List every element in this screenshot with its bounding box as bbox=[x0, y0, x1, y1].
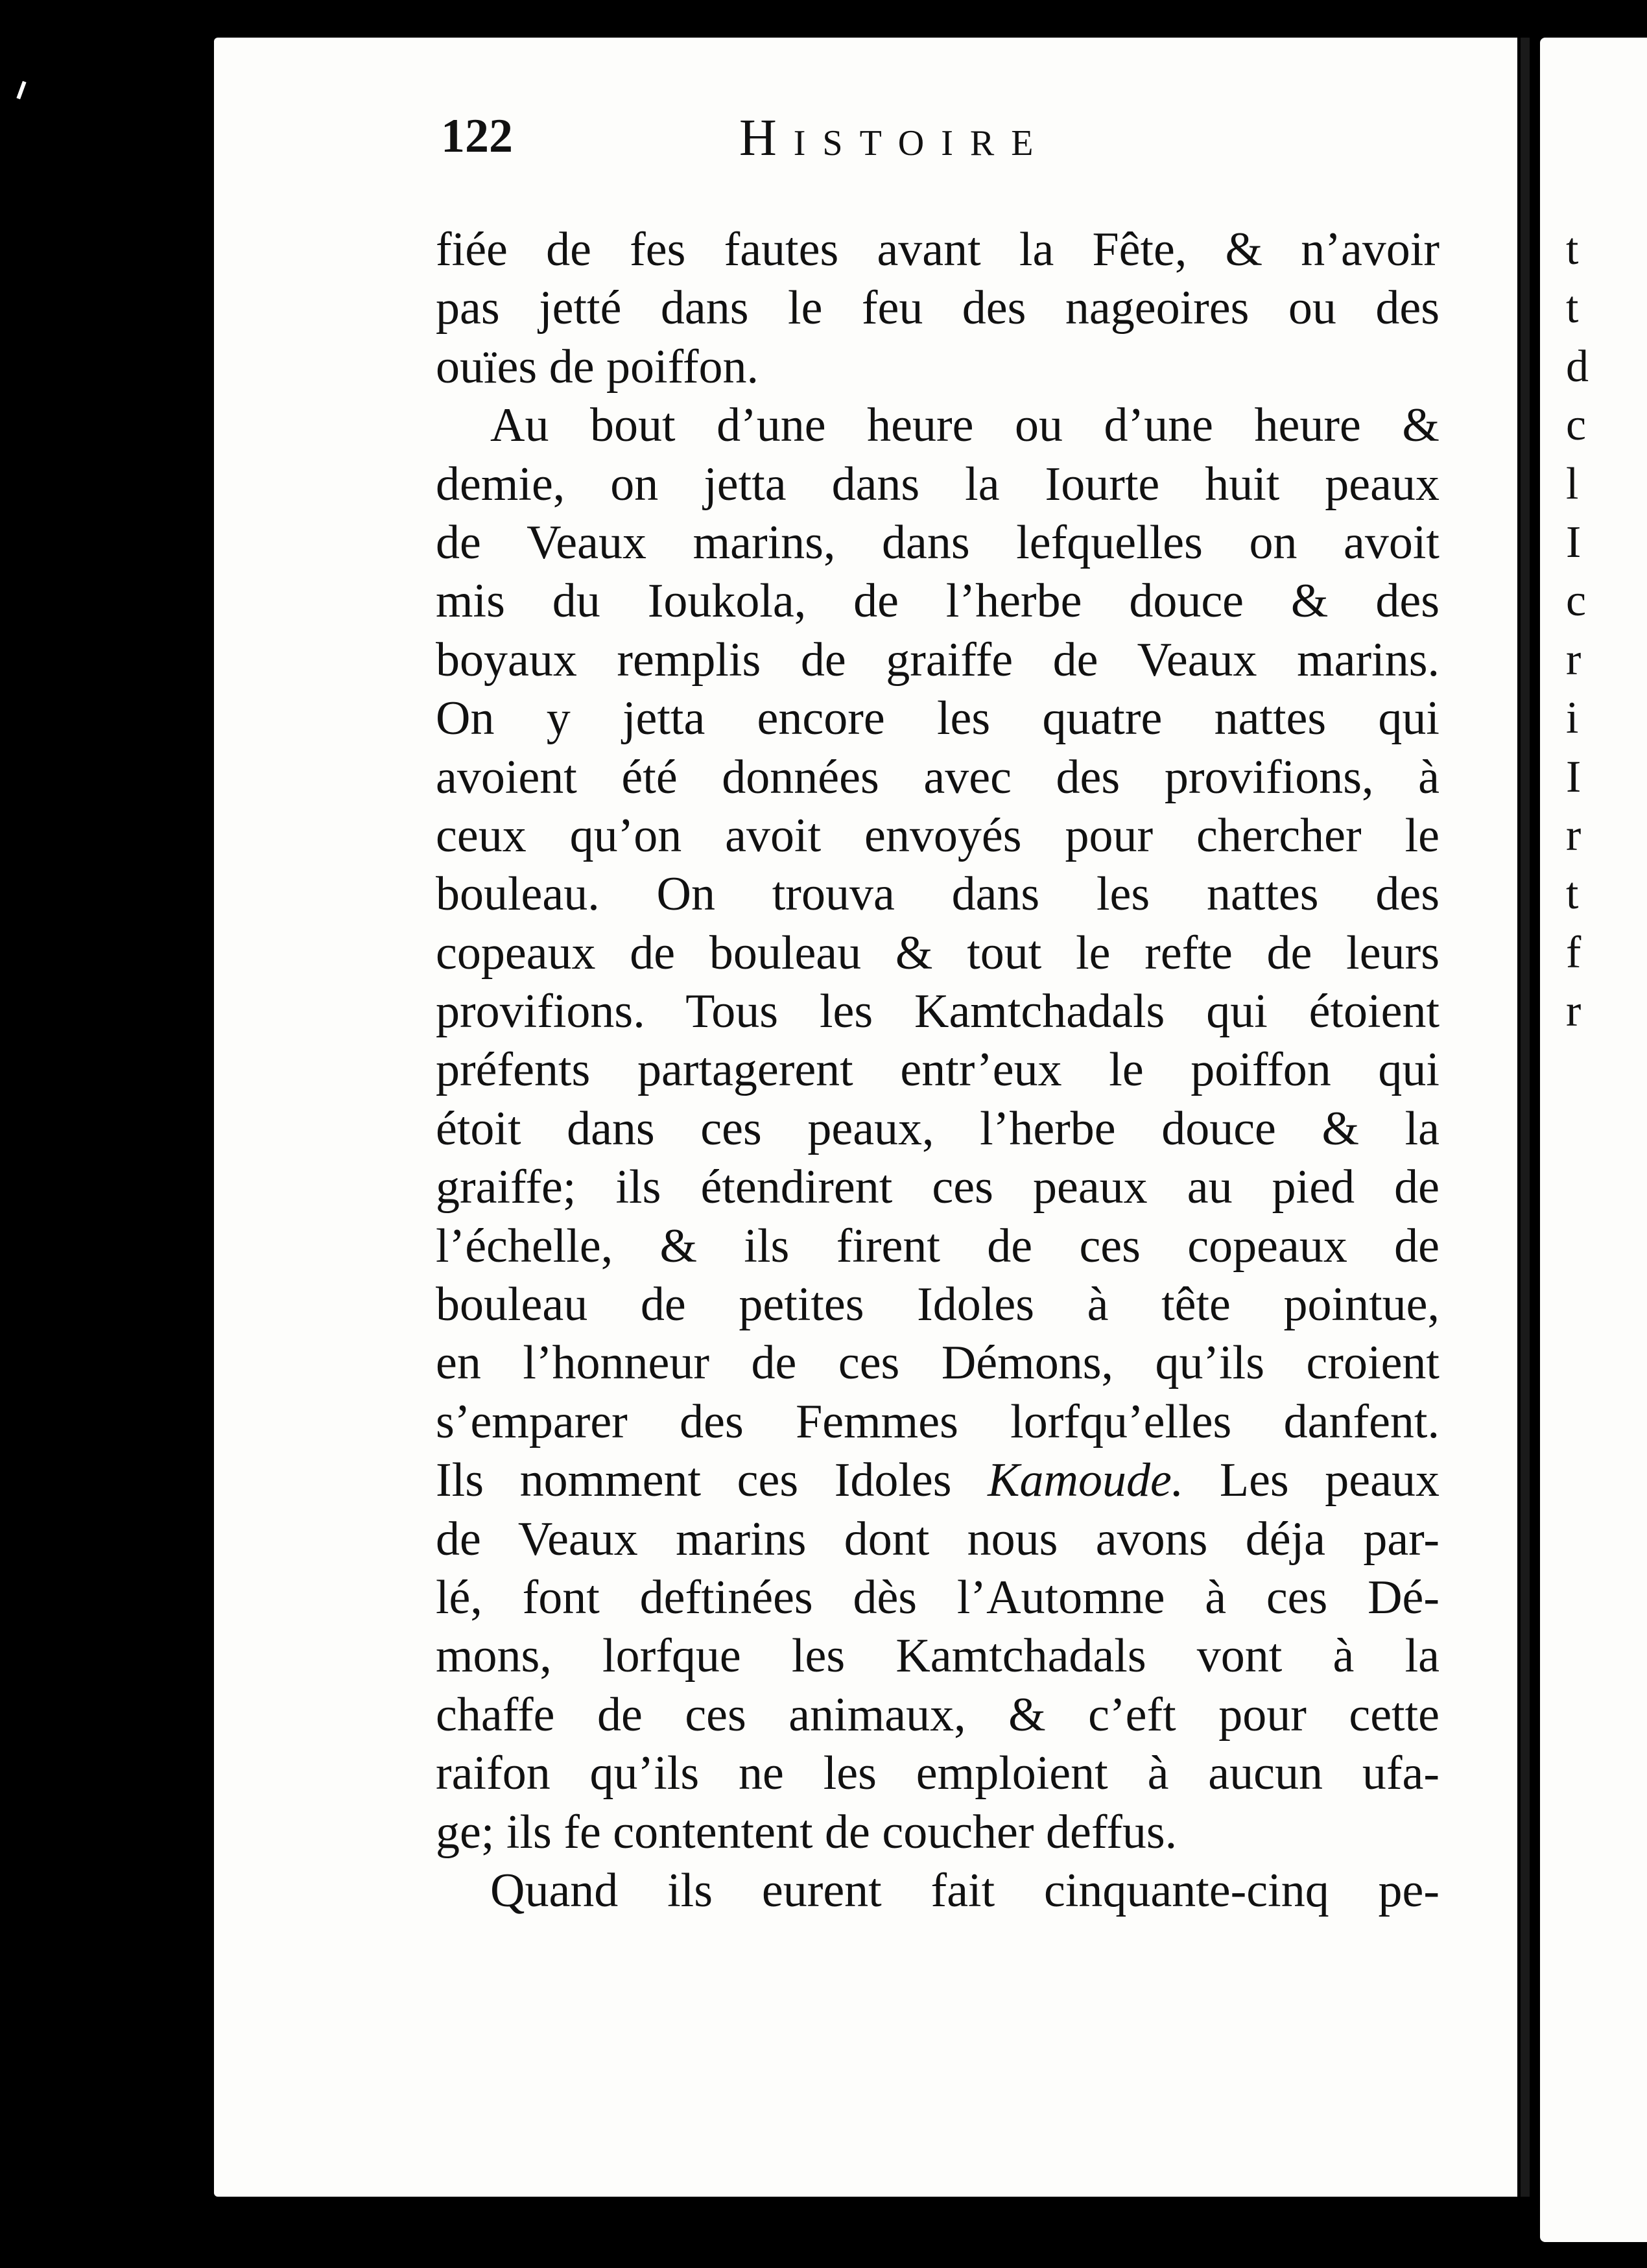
text-line-content: Au bout d’une heure ou d’une heure & bbox=[490, 399, 1440, 453]
text-line-content: avoient été données avec des provifions, à bbox=[436, 750, 1440, 804]
text-line bbox=[436, 982, 1440, 1041]
text-line-content: bouleau de petites Idoles à tête pointue, bbox=[436, 1278, 1440, 1332]
text-line bbox=[436, 1217, 1440, 1275]
text-line-content: demie, on jetta dans la Iourte huit peaux bbox=[436, 457, 1440, 511]
text-line bbox=[436, 865, 1440, 923]
italic-term: Kamoude. bbox=[988, 1454, 1184, 1507]
facing-letter: d bbox=[1566, 341, 1589, 392]
text-line-content: s’emparer des Femmes lorfqu’elles danfent. bbox=[436, 1395, 1440, 1448]
text-line bbox=[436, 572, 1440, 630]
text-line bbox=[436, 1686, 1440, 1744]
text-line-content: Quand ils eurent fait cinquante-cinq pe- bbox=[490, 1863, 1440, 1917]
text-line bbox=[436, 338, 1440, 396]
facing-letter: r bbox=[1566, 810, 1582, 860]
facing-letter: r bbox=[1566, 634, 1582, 685]
page-number: 122 bbox=[441, 110, 513, 163]
facing-letter: t bbox=[1566, 283, 1579, 333]
text-line bbox=[436, 1803, 1440, 1861]
facing-letter: c bbox=[1566, 576, 1587, 626]
page-header bbox=[441, 109, 1452, 174]
text-line bbox=[436, 1568, 1440, 1627]
text-line bbox=[436, 396, 1440, 455]
text-line-tail: Les peaux bbox=[1183, 1454, 1440, 1507]
text-line-content: copeaux de bouleau & tout le refte de leurs bbox=[436, 926, 1440, 980]
facing-letter: r bbox=[1566, 986, 1582, 1037]
text-line-content: boyaux remplis de graiffe de Veaux marins. bbox=[436, 633, 1440, 687]
facing-letter: l bbox=[1566, 458, 1579, 509]
facing-letter: c bbox=[1566, 400, 1587, 451]
text-line bbox=[436, 1744, 1440, 1802]
text-line-content: provifions. Tous les Kamtchadals qui étoient bbox=[436, 985, 1440, 1039]
text-line-content: ge; ils fe contentent de coucher deffus. bbox=[436, 1805, 1178, 1859]
facing-letter: t bbox=[1566, 224, 1579, 274]
text-line-content: raifon qu’ils ne les emploient à aucun ufa- bbox=[436, 1747, 1440, 1801]
text-line-content: lé, font deftinées dès l’Automne à ces Dé- bbox=[436, 1570, 1440, 1624]
text-line-content: fiée de fes fautes avant la Fête, & n’avoir bbox=[436, 223, 1440, 276]
text-line-content: en l’honneur de ces Démons, qu’ils croient bbox=[436, 1336, 1440, 1390]
text-line bbox=[436, 279, 1440, 337]
text-line bbox=[436, 1275, 1440, 1334]
text-line-content: mis du Ioukola, de l’herbe douce & des bbox=[436, 574, 1440, 628]
text-line-content: l’échelle, & ils firent de ces copeaux de bbox=[436, 1219, 1440, 1273]
text-line bbox=[436, 689, 1440, 748]
text-line bbox=[436, 1393, 1440, 1451]
text-line bbox=[436, 1334, 1440, 1392]
text-line bbox=[436, 1451, 1440, 1509]
text-line bbox=[436, 1627, 1440, 1685]
text-line bbox=[436, 1041, 1440, 1099]
text-line-content: ouïes de poiffon. bbox=[436, 340, 759, 394]
text-line-content: étoit dans ces peaux, l’herbe douce & la bbox=[436, 1102, 1440, 1155]
text-line bbox=[436, 631, 1440, 689]
scan-mark bbox=[16, 81, 26, 99]
book-gutter bbox=[1521, 38, 1530, 2197]
facing-letter: I bbox=[1566, 517, 1582, 567]
text-line-content: préfents partagerent entr’eux le poiffon qui bbox=[436, 1043, 1440, 1097]
text-line-content: bouleau. On trouva dans les nattes des bbox=[436, 868, 1440, 921]
text-line bbox=[436, 455, 1440, 514]
text-line bbox=[436, 807, 1440, 865]
text-line bbox=[436, 1100, 1440, 1158]
facing-letter: I bbox=[1566, 751, 1582, 802]
body-text bbox=[436, 220, 1440, 1920]
text-line bbox=[436, 748, 1440, 807]
text-line-content: Ils nomment ces Idoles bbox=[436, 1454, 952, 1507]
text-line-content: de Veaux marins dont nous avons déja par- bbox=[436, 1512, 1440, 1566]
running-head: Histoire bbox=[739, 110, 1050, 167]
text-line-content: chaffe de ces animaux, & c’eft pour cette bbox=[436, 1688, 1440, 1742]
text-line-content: On y jetta encore les quatre nattes qui bbox=[436, 692, 1440, 746]
text-line bbox=[436, 1158, 1440, 1216]
text-line-content: ceux qu’on avoit envoyés pour chercher le bbox=[436, 809, 1440, 862]
facing-letter: f bbox=[1566, 927, 1582, 978]
text-line bbox=[436, 514, 1440, 572]
facing-page-letters bbox=[1566, 220, 1589, 1041]
text-line bbox=[436, 924, 1440, 982]
facing-letter: i bbox=[1566, 693, 1579, 744]
text-line bbox=[436, 1861, 1440, 1920]
text-line-content: mons, lorfque les Kamtchadals vont à la bbox=[436, 1629, 1440, 1683]
text-line-content: graiffe; ils étendirent ces peaux au pied de bbox=[436, 1161, 1440, 1214]
facing-letter: t bbox=[1566, 869, 1579, 919]
text-line-content: pas jetté dans le feu des nageoires ou des bbox=[436, 281, 1440, 335]
text-line bbox=[436, 220, 1440, 279]
text-line-content: de Veaux marins, dans lefquelles on avoit bbox=[436, 515, 1440, 569]
text-line bbox=[436, 1510, 1440, 1568]
facing-page bbox=[1540, 38, 1647, 2242]
